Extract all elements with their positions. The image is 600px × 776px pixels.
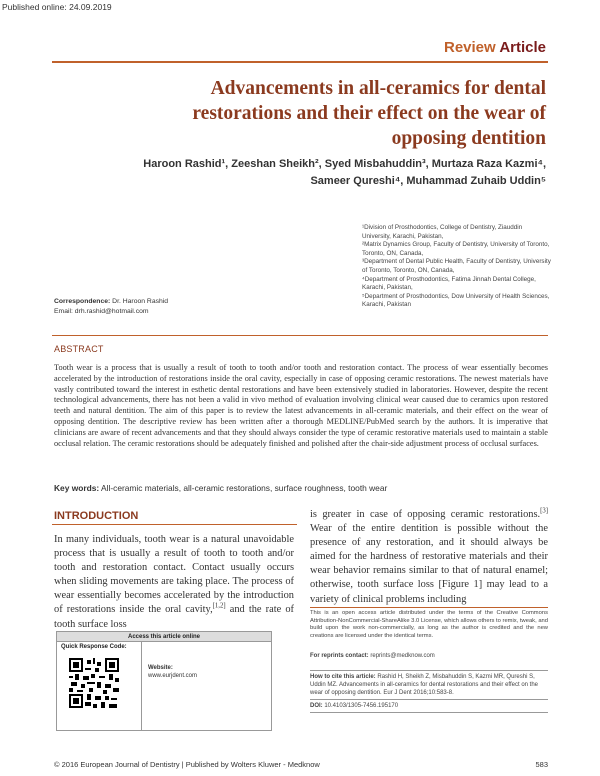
intro-col2-text: Wear of the entire dentition is possible without the presence of any restoration, and it should always be aimed for the hardness of restorative materials and their wear behavior remains similar to that of natural enamel; otherwise, tooth surface loss [Figure 1] may lead to a variety of clinical problems including — [310, 523, 548, 605]
article-title: Advancements in all-ceramics for dental restorations and their effect on the wear of opposing dentition — [192, 78, 546, 149]
article-label: Article — [499, 39, 546, 56]
abstract-text: Tooth wear is a process that is usually a result of tooth to tooth and/or tooth and restoration contact. The process of wear essentially becomes accelerated by the introduction of restorations inside the oral cavity, especially in case of opposing ceramic restorations. The newest materials have vastly contributed toward the interest in esthetic dental restorations and have been extensively studied in laboratories. However, despite the recent technological advancements, there has not been a valid in vivo method of evaluation involving clinical wear caused due to ceramics upon restored teeth and natural dentition. The aim of this paper is to review the latest advancements in all-ceramic materials, and their effect on the wear of opposing dentition. The descriptive review has been written after a thorough MEDLINE/PubMed search by the authors. It is imperative that clinicians are aware of recent advancements and that they should always consider the type of ceramic restorative materials used to maintain a stable occlusal relation. The ceramic restorations should be adequately finished and polished after the chair-side adjustment process of occlusal surfaces. — [54, 363, 548, 448]
abstract-heading: ABSTRACT — [54, 344, 104, 354]
intro-col1-tail: and the rate of tooth surface loss — [54, 604, 294, 630]
authors-line-1: Haroon Rashid¹, Zeeshan Sheikh², Syed Misbahuddin³, Murtaza Raza Kazmi⁴, — [143, 158, 546, 170]
keywords-label: Key words: — [54, 483, 100, 493]
correspondence-label: Correspondence: — [54, 298, 111, 305]
correspondence-name: Dr. Haroon Rashid — [112, 298, 169, 305]
reprints-contact — [310, 653, 548, 659]
intro-col1-text: In many individuals, tooth wear is a natural unavoidable process that is usually a result of tooth to tooth and/or tooth and restoration contact. Contact usually occurs when sliding movements are taking place. The process of wear essentially becomes accelerated by the introduction of restorations inside the oral cavity, — [54, 534, 294, 616]
citation-ref-3[interactable]: [3] — [540, 507, 548, 515]
abstract-divider — [52, 335, 548, 336]
published-online-date: Published online: 24.09.2019 — [2, 2, 112, 12]
how-to-cite-text: Rashid H, Sheikh Z, Misbahuddin S, Kazmi MR, Qureshi S, Uddin MZ. Advancements in all-ceramics for dental restorations and their effect on the wear of opposing dentition. Eur J Dent 2016;10:583-8. — [310, 674, 539, 696]
affiliation-2: ²Matrix Dynamics Group, Faculty of Dentistry, University of Toronto, Toronto, ON, Canada, — [362, 241, 550, 257]
introduction-column-2 — [310, 508, 548, 607]
how-to-cite-label: How to cite this article: — [310, 674, 376, 680]
reprints-label: For reprints contact: — [310, 653, 369, 659]
doi-value[interactable]: 10.4103/1305-7456.195170 — [324, 703, 399, 709]
website-link[interactable]: www.eurjdent.com — [148, 673, 198, 679]
affiliation-1: ¹Division of Prosthodontics, College of Dentistry, Ziauddin University, Karachi, Pakistan, — [362, 224, 523, 240]
website-label: Website: — [148, 665, 173, 671]
open-access-note: This is an open access article distributed under the terms of the Creative Commons Attribution-NonCommercial-ShareAlike 3.0 License, which allows others to remix, tweak, and build upon the work non-commercially, as long as the author is credited and the new creations are licensed under the identical terms. — [310, 607, 548, 640]
qr-cell — [57, 642, 142, 730]
affiliation-4: ⁴Department of Prosthodontics, Fatima Jinnah Dental College, Karachi, Pakistan, — [362, 275, 536, 292]
introduction-column-1 — [54, 533, 294, 632]
qr-label: Quick Response Code: — [61, 644, 127, 650]
intro-col2-head: is greater in case of opposing ceramic restorations. — [310, 509, 541, 520]
header-divider — [52, 61, 548, 63]
access-online-box — [56, 631, 272, 731]
author-list — [76, 156, 546, 190]
qr-code-icon[interactable] — [69, 658, 119, 708]
how-to-cite — [310, 671, 548, 700]
citation-box — [310, 670, 548, 713]
introduction-heading: INTRODUCTION — [54, 510, 139, 522]
review-label: Review — [443, 39, 496, 56]
doi-label: DOI: — [310, 703, 323, 709]
correspondence-email[interactable]: Email: drh.rashid@hotmail.com — [54, 308, 149, 315]
article-type-header — [444, 39, 546, 56]
keywords-text: All-ceramic materials, all-ceramic restorations, surface roughness, tooth wear — [101, 483, 388, 493]
footer-copyright: © 2016 European Journal of Dentistry | Published by Wolters Kluwer - Medknow — [54, 760, 320, 769]
doi-line — [310, 700, 548, 712]
website-cell — [142, 642, 271, 730]
reprints-email[interactable]: reprints@medknow.com — [370, 653, 435, 659]
introduction-divider — [52, 524, 297, 525]
access-box-title: Access this article online — [57, 632, 271, 642]
affiliation-5: ⁵Department of Prosthodontics, Dow University of Health Sciences, Karachi, Pakistan — [362, 292, 550, 309]
affiliation-3: ³Department of Dental Public Health, Faculty of Dentistry, University of Toronto, Toronto, ON, Canada, — [362, 258, 551, 274]
correspondence — [54, 297, 168, 317]
page-footer — [54, 760, 548, 769]
page-number: 583 — [535, 760, 548, 769]
authors-line-2: Sameer Qureshi⁴, Muhammad Zuhaib Uddin⁵ — [310, 175, 546, 187]
citation-ref-1-2[interactable]: [1,2] — [212, 603, 226, 610]
keywords — [54, 483, 548, 493]
affiliations — [362, 224, 552, 310]
